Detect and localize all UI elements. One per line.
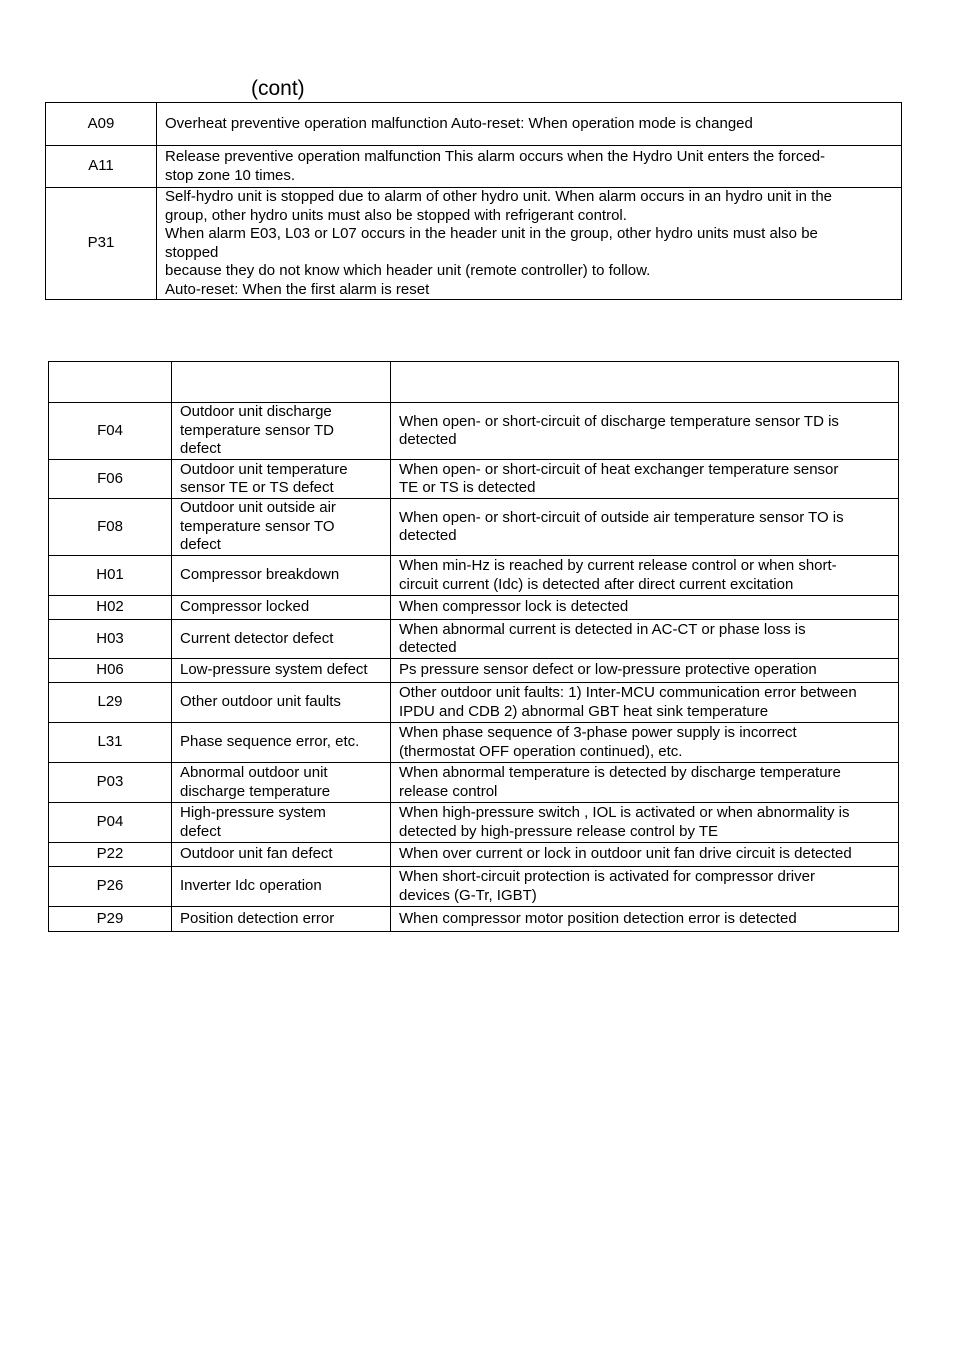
alarm-code: A11 [46, 146, 157, 188]
alarm-description: When short-circuit protection is activated for compressor driver devices (G-Tr, IGBT) [391, 867, 899, 907]
alarm-code: P22 [49, 843, 172, 867]
alarm-code: H06 [49, 659, 172, 683]
table-row [49, 556, 899, 596]
alarm-name: Compressor locked [172, 596, 391, 620]
table-row [46, 103, 902, 146]
alarm-description: When compressor lock is detected [391, 596, 899, 620]
table-row [49, 843, 899, 867]
alarm-description: When open- or short-circuit of outside air temperature sensor TO is detected [391, 499, 899, 556]
header-name [172, 362, 391, 403]
alarm-description: Self-hydro unit is stopped due to alarm of other hydro unit. When alarm occurs in an hydro unit in the group, other hydro units must also be stopped with refrigerant control. When alarm E03, L03 or L07 occurs in the header unit in the group, other hydro units must also be stopped because they do not know which header unit (remote controller) to follow. Auto-reset: When the first alarm is reset [157, 188, 902, 300]
alarm-name: Current detector defect [172, 620, 391, 659]
alarm-code: L31 [49, 723, 172, 763]
table-row [49, 460, 899, 499]
table-row [46, 188, 902, 300]
table-row [49, 499, 899, 556]
header-description [391, 362, 899, 403]
alarm-description: Ps pressure sensor defect or low-pressure protective operation [391, 659, 899, 683]
header-code [49, 362, 172, 403]
table-row [49, 659, 899, 683]
table-row [49, 803, 899, 843]
alarm-code: F06 [49, 460, 172, 499]
alarm-name: Inverter Idc operation [172, 867, 391, 907]
alarm-description: When abnormal current is detected in AC-CT or phase loss is detected [391, 620, 899, 659]
table-row [49, 763, 899, 803]
alarm-name: Other outdoor unit faults [172, 683, 391, 723]
alarm-name: Outdoor unit fan defect [172, 843, 391, 867]
alarm-name: Outdoor unit discharge temperature sensor TD defect [172, 403, 391, 460]
table-row [49, 723, 899, 763]
alarm-description: When high-pressure switch , IOL is activated or when abnormality is detected by high-pressure release control by TE [391, 803, 899, 843]
alarm-code: F08 [49, 499, 172, 556]
alarm-description: Other outdoor unit faults: 1) Inter-MCU communication error between IPDU and CDB 2) abnormal GBT heat sink temperature [391, 683, 899, 723]
alarm-description: When phase sequence of 3-phase power supply is incorrect (thermostat OFF operation continued), etc. [391, 723, 899, 763]
alarm-code: P31 [46, 188, 157, 300]
alarm-description: Release preventive operation malfunction This alarm occurs when the Hydro Unit enters the forced- stop zone 10 times. [157, 146, 902, 188]
alarm-description: When compressor motor position detection error is detected [391, 907, 899, 932]
outdoor-unit-alarm-table [48, 361, 899, 932]
alarm-code: H02 [49, 596, 172, 620]
alarm-code: H01 [49, 556, 172, 596]
table-row [49, 620, 899, 659]
alarm-code: P26 [49, 867, 172, 907]
alarm-table-continued [45, 102, 902, 300]
alarm-description: When abnormal temperature is detected by discharge temperature release control [391, 763, 899, 803]
alarm-code: P04 [49, 803, 172, 843]
table-header-row [49, 362, 899, 403]
table-row [49, 403, 899, 460]
alarm-name: Position detection error [172, 907, 391, 932]
table-row [49, 683, 899, 723]
alarm-code: P03 [49, 763, 172, 803]
alarm-description: When min-Hz is reached by current release control or when short- circuit current (Idc) is detected after direct current excitation [391, 556, 899, 596]
table-row [49, 907, 899, 932]
continued-label: (cont) [251, 77, 305, 100]
table-row [49, 596, 899, 620]
table-row [46, 146, 902, 188]
alarm-code: H03 [49, 620, 172, 659]
alarm-description: When over current or lock in outdoor unit fan drive circuit is detected [391, 843, 899, 867]
alarm-name: Phase sequence error, etc. [172, 723, 391, 763]
alarm-description: Overheat preventive operation malfunction Auto-reset: When operation mode is changed [157, 103, 902, 146]
alarm-name: Abnormal outdoor unit discharge temperature [172, 763, 391, 803]
alarm-description: When open- or short-circuit of heat exchanger temperature sensor TE or TS is detected [391, 460, 899, 499]
alarm-code: P29 [49, 907, 172, 932]
alarm-code: A09 [46, 103, 157, 146]
alarm-description: When open- or short-circuit of discharge temperature sensor TD is detected [391, 403, 899, 460]
alarm-name: Low-pressure system defect [172, 659, 391, 683]
alarm-code: L29 [49, 683, 172, 723]
alarm-name: High-pressure system defect [172, 803, 391, 843]
alarm-name: Outdoor unit outside air temperature sensor TO defect [172, 499, 391, 556]
alarm-name: Compressor breakdown [172, 556, 391, 596]
alarm-name: Outdoor unit temperature sensor TE or TS defect [172, 460, 391, 499]
table-row [49, 867, 899, 907]
alarm-code: F04 [49, 403, 172, 460]
